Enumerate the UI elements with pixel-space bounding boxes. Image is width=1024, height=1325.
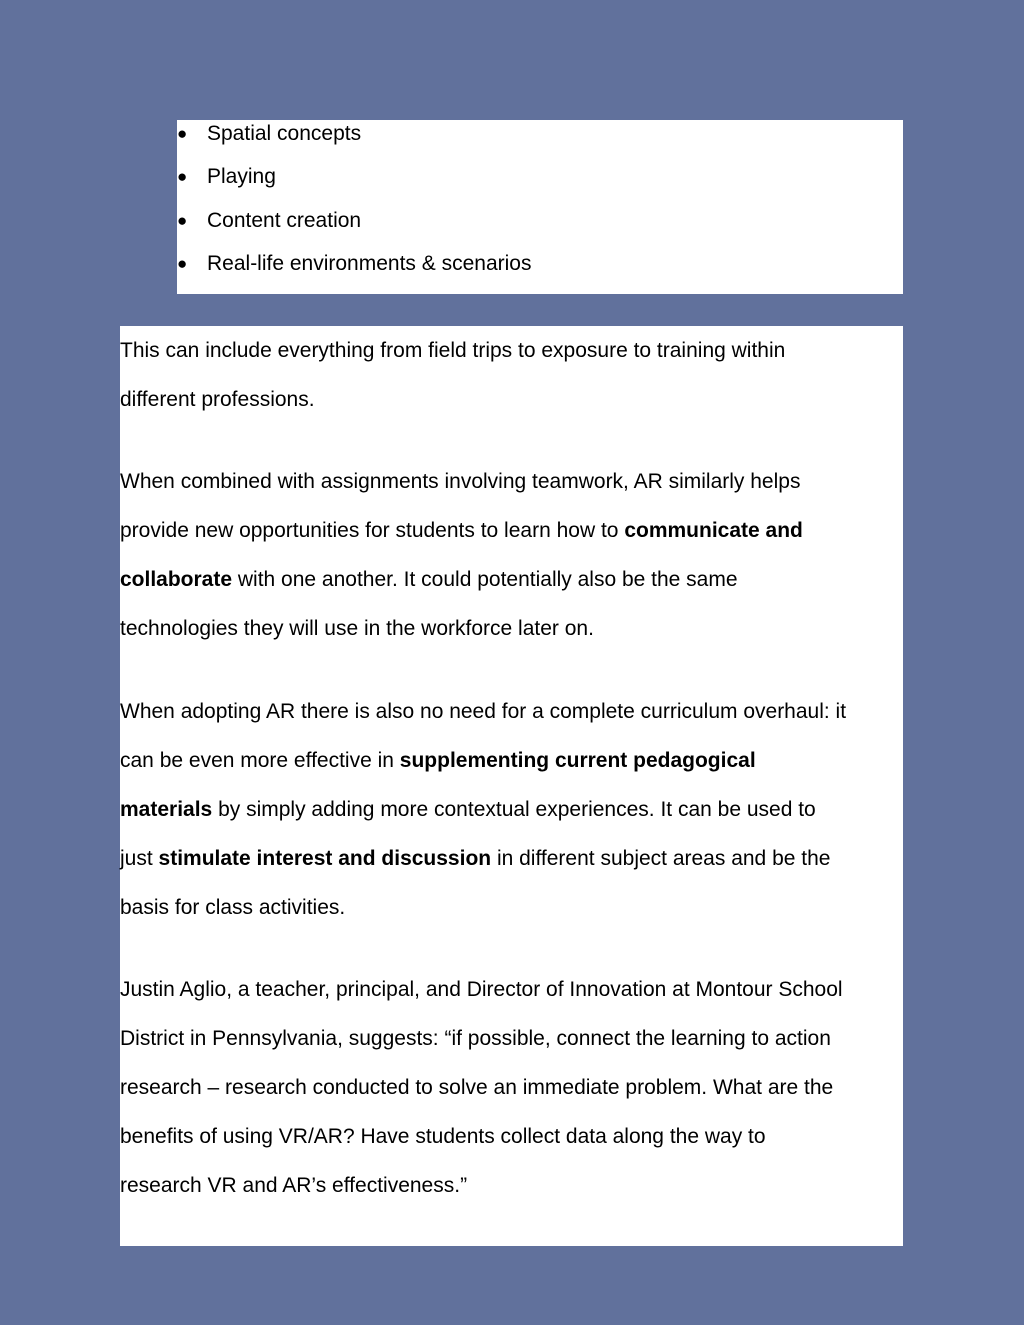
text-line: basis for class activities.	[120, 895, 346, 919]
list-item-text: Real-life environments & scenarios	[207, 251, 532, 275]
bold-text: materials	[120, 797, 213, 821]
paragraph-curriculum	[120, 687, 903, 932]
text-run: with one another. It could potentially also be the same	[232, 568, 738, 592]
paragraph-quote	[120, 965, 903, 1210]
bold-text: supplementing current pedagogical	[399, 748, 756, 772]
bullet-list-panel	[177, 120, 903, 294]
bullet-icon: ●	[177, 210, 188, 230]
list-item	[177, 250, 903, 293]
text-run: just	[120, 846, 159, 870]
text-line	[120, 736, 903, 785]
list-item	[177, 120, 903, 163]
bullet-icon: ●	[177, 253, 188, 273]
paragraph-teamwork	[120, 457, 903, 653]
paragraph-field-trips	[120, 326, 903, 424]
list-item	[177, 207, 903, 250]
text-line: technologies they will use in the workforce later on.	[120, 617, 594, 641]
text-line	[120, 506, 903, 555]
bullet-icon: ●	[177, 124, 188, 143]
text-run: in different subject areas and be the	[491, 846, 831, 870]
list-item-text: Playing	[207, 165, 276, 189]
text-line: When adopting AR there is also no need for a complete curriculum overhaul: it	[120, 699, 847, 723]
text-run: can be even more effective in	[120, 748, 400, 772]
text-line: Justin Aglio, a teacher, principal, and Director of Innovation at Montour School	[120, 978, 843, 1002]
text-line	[120, 834, 903, 883]
bullet-icon: ●	[177, 167, 188, 187]
bold-text: stimulate interest and discussion	[158, 846, 492, 870]
text-run: provide new opportunities for students to learn how to	[120, 519, 625, 543]
bullet-list	[177, 120, 903, 293]
text-line: When combined with assignments involving teamwork, AR similarly helps	[120, 470, 801, 494]
body-text-panel	[120, 326, 903, 1246]
list-item	[177, 163, 903, 206]
text-line	[120, 555, 903, 604]
text-line	[120, 785, 903, 834]
text-line: research – research conducted to solve an immediate problem. What are the	[120, 1076, 834, 1100]
bold-text: collaborate	[120, 568, 233, 592]
text-line: different professions.	[120, 388, 315, 412]
list-item-text: Spatial concepts	[207, 122, 362, 145]
text-run: by simply adding more contextual experiences. It can be used to	[212, 797, 816, 821]
text-line: benefits of using VR/AR? Have students collect data along the way to	[120, 1125, 766, 1149]
text-line: District in Pennsylvania, suggests: “if possible, connect the learning to action	[120, 1027, 831, 1051]
text-line: This can include everything from field trips to exposure to training within	[120, 339, 786, 362]
list-item-text: Content creation	[207, 208, 362, 232]
bold-text: communicate and	[624, 519, 803, 543]
text-line: research VR and AR’s effectiveness.”	[120, 1174, 468, 1198]
